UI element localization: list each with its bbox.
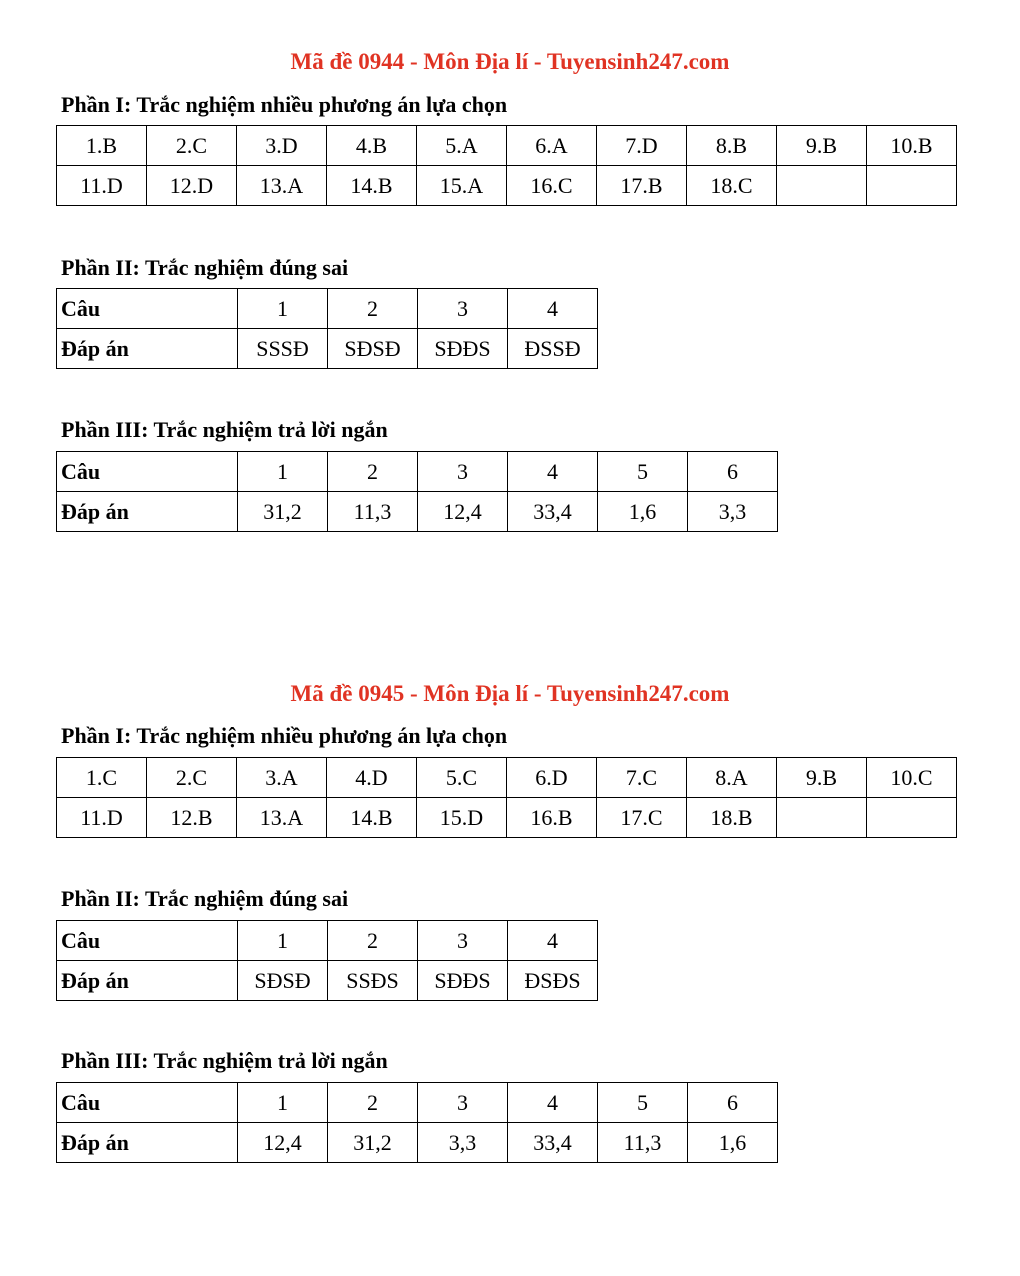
- answer-cell: 3,3: [418, 1123, 508, 1163]
- answer-cell: ĐSSĐ: [508, 329, 598, 369]
- answer-cell: 4.D: [327, 758, 417, 798]
- answer-cell: 8.A: [687, 758, 777, 798]
- question-number: 3: [418, 1083, 508, 1123]
- answer-cell: 9.B: [777, 126, 867, 166]
- answer-cell: 12.B: [147, 798, 237, 838]
- question-number: 4: [508, 921, 598, 961]
- answer-cell: 1.C: [57, 758, 147, 798]
- answer-cell: SĐĐS: [418, 961, 508, 1001]
- question-number: 1: [238, 289, 328, 329]
- answer-cell: 1.B: [57, 126, 147, 166]
- table-row: [57, 452, 778, 492]
- answer-label: Đáp án: [57, 329, 238, 369]
- answer-cell: 8.B: [687, 126, 777, 166]
- answer-cell: 2.C: [147, 758, 237, 798]
- answer-cell: 4.B: [327, 126, 417, 166]
- answer-cell: 12,4: [418, 492, 508, 532]
- answer-cell: ĐSĐS: [508, 961, 598, 1001]
- answer-cell: 12.D: [147, 166, 237, 206]
- table-row: [57, 758, 957, 798]
- question-number: 3: [418, 921, 508, 961]
- answer-cell: 15.A: [417, 166, 507, 206]
- question-number: 6: [688, 452, 778, 492]
- answer-cell: 10.C: [867, 758, 957, 798]
- question-label: Câu: [57, 1083, 238, 1123]
- part3-title: Phần III: Trắc nghiệm trả lời ngắn: [61, 417, 388, 442]
- answer-cell: 13.A: [237, 166, 327, 206]
- part2-title: Phần II: Trắc nghiệm đúng sai: [61, 886, 349, 911]
- answer-cell: [867, 798, 957, 838]
- answer-label: Đáp án: [57, 961, 238, 1001]
- answer-cell: 11.D: [57, 798, 147, 838]
- answer-cell: 1,6: [688, 1123, 778, 1163]
- table-row: [57, 921, 598, 961]
- answer-cell: 33,4: [508, 492, 598, 532]
- answer-cell: 13.A: [237, 798, 327, 838]
- part3-answer-table: [56, 1082, 778, 1163]
- answer-cell: 6.A: [507, 126, 597, 166]
- answer-cell: 2.C: [147, 126, 237, 166]
- answer-cell: 11.D: [57, 166, 147, 206]
- question-number: 6: [688, 1083, 778, 1123]
- answer-cell: 16.C: [507, 166, 597, 206]
- answer-cell: 14.B: [327, 166, 417, 206]
- answer-cell: SĐSĐ: [328, 329, 418, 369]
- answer-cell: SSSĐ: [238, 329, 328, 369]
- part2-answer-table: [56, 288, 598, 369]
- table-row: [57, 1083, 778, 1123]
- part2-title: Phần II: Trắc nghiệm đúng sai: [61, 255, 349, 280]
- table-row: [57, 492, 778, 532]
- answer-cell: 31,2: [328, 1123, 418, 1163]
- answer-cell: [867, 166, 957, 206]
- answer-cell: 3,3: [688, 492, 778, 532]
- question-number: 4: [508, 452, 598, 492]
- answer-cell: 7.C: [597, 758, 687, 798]
- question-number: 1: [238, 921, 328, 961]
- answer-cell: SSĐS: [328, 961, 418, 1001]
- part1-title: Phần I: Trắc nghiệm nhiều phương án lựa chọn: [61, 723, 508, 748]
- answer-cell: 18.C: [687, 166, 777, 206]
- part2-answer-table: [56, 920, 598, 1001]
- part1-title: Phần I: Trắc nghiệm nhiều phương án lựa chọn: [61, 92, 508, 117]
- question-number: 4: [508, 1083, 598, 1123]
- answer-cell: 5.A: [417, 126, 507, 166]
- answer-cell: 17.C: [597, 798, 687, 838]
- question-number: 5: [598, 1083, 688, 1123]
- answer-cell: SĐĐS: [418, 329, 508, 369]
- part3-answer-table: [56, 451, 778, 532]
- question-number: 5: [598, 452, 688, 492]
- question-number: 3: [418, 452, 508, 492]
- answer-cell: 12,4: [238, 1123, 328, 1163]
- question-number: 1: [238, 452, 328, 492]
- answer-cell: 16.B: [507, 798, 597, 838]
- answer-cell: [777, 166, 867, 206]
- table-row: [57, 798, 957, 838]
- answer-cell: [777, 798, 867, 838]
- answer-cell: 7.D: [597, 126, 687, 166]
- table-row: [57, 329, 598, 369]
- part1-answer-table: [56, 757, 957, 838]
- question-number: 1: [238, 1083, 328, 1123]
- question-number: 2: [328, 921, 418, 961]
- answer-cell: 5.C: [417, 758, 507, 798]
- answer-cell: 17.B: [597, 166, 687, 206]
- question-number: 2: [328, 1083, 418, 1123]
- answer-cell: 1,6: [598, 492, 688, 532]
- part3-title: Phần III: Trắc nghiệm trả lời ngắn: [61, 1048, 388, 1073]
- table-row: [57, 1123, 778, 1163]
- answer-cell: 9.B: [777, 758, 867, 798]
- part1-answer-table: [56, 125, 957, 206]
- answer-cell: 18.B: [687, 798, 777, 838]
- table-row: [57, 961, 598, 1001]
- question-number: 2: [328, 452, 418, 492]
- exam-title: Mã đề 0945 - Môn Địa lí - Tuyensinh247.com: [290, 681, 730, 706]
- question-number: 4: [508, 289, 598, 329]
- answer-cell: SĐSĐ: [238, 961, 328, 1001]
- table-row: [57, 126, 957, 166]
- exam-title: Mã đề 0944 - Môn Địa lí - Tuyensinh247.com: [290, 49, 730, 74]
- answer-cell: 11,3: [598, 1123, 688, 1163]
- answer-cell: 31,2: [238, 492, 328, 532]
- answer-cell: 33,4: [508, 1123, 598, 1163]
- question-label: Câu: [57, 452, 238, 492]
- question-label: Câu: [57, 289, 238, 329]
- answer-cell: 15.D: [417, 798, 507, 838]
- answer-cell: 6.D: [507, 758, 597, 798]
- answer-label: Đáp án: [57, 1123, 238, 1163]
- table-row: [57, 289, 598, 329]
- answer-cell: 3.D: [237, 126, 327, 166]
- answer-cell: 10.B: [867, 126, 957, 166]
- question-number: 3: [418, 289, 508, 329]
- answer-cell: 14.B: [327, 798, 417, 838]
- table-row: [57, 166, 957, 206]
- answer-label: Đáp án: [57, 492, 238, 532]
- question-number: 2: [328, 289, 418, 329]
- answer-cell: 11,3: [328, 492, 418, 532]
- question-label: Câu: [57, 921, 238, 961]
- answer-cell: 3.A: [237, 758, 327, 798]
